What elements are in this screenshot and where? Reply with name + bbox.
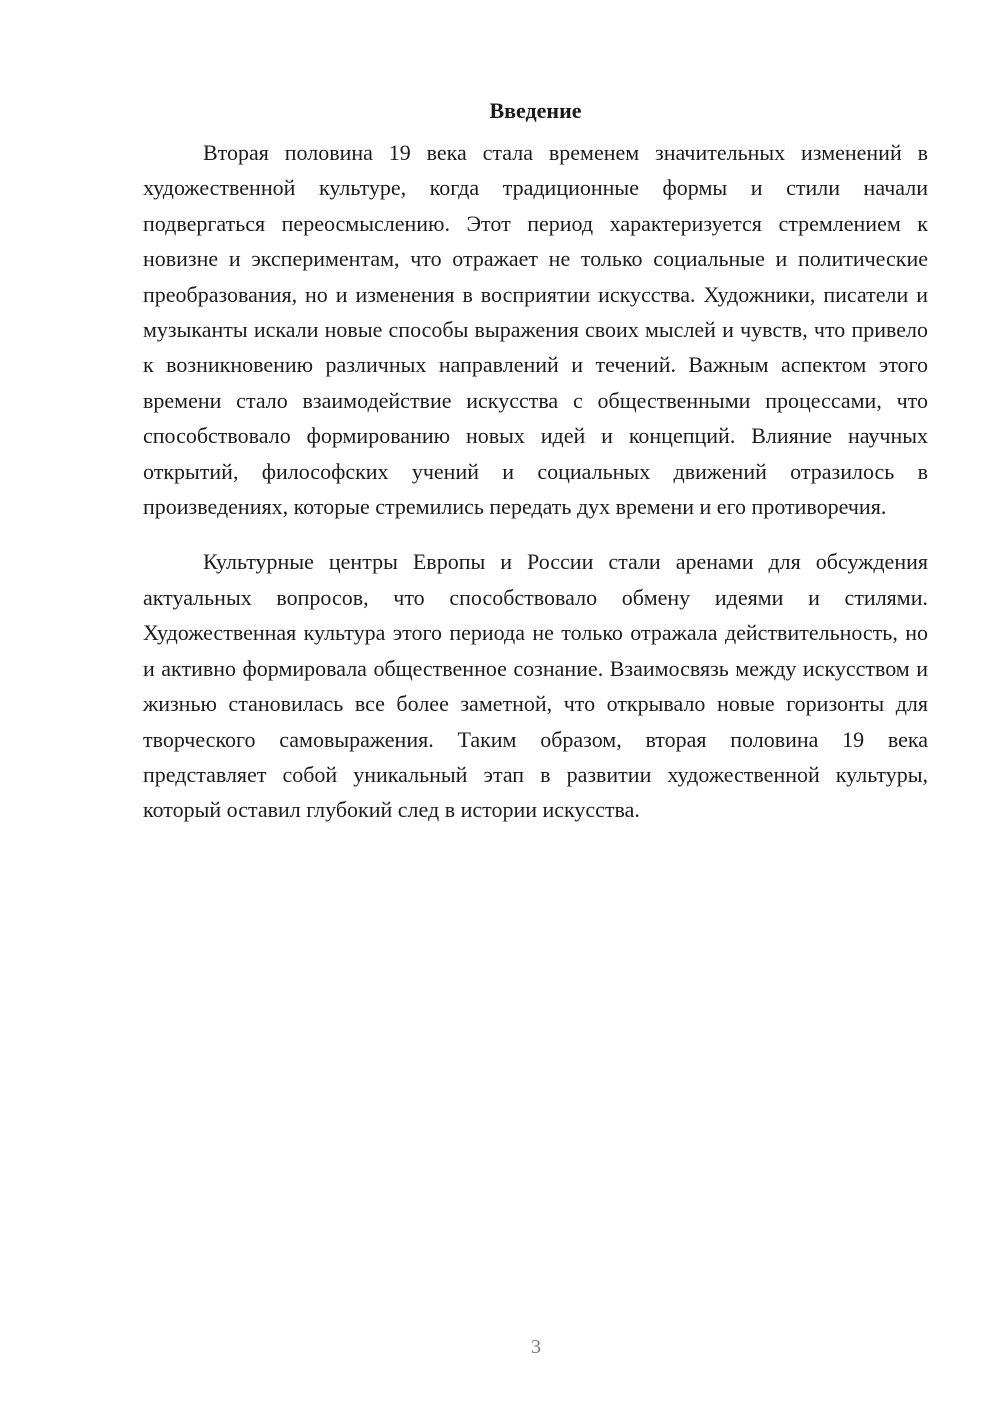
page-content	[143, 96, 928, 828]
section-heading: Введение	[489, 98, 582, 123]
paragraph-1: Вторая половина 19 века стала временем значительных изменений в художественной культуре, когда традиционные формы и стили начали подвергаться переосмыслению. Этот период характеризуется стремлением к новизне и экспериментам, что отражает не только социальные и политические преобразования, но и изменения в восприятии искусства. Художники, писатели и музыканты искали новые способы выражения своих мыслей и чувств, что привело к возникновению различных направлений и течений. Важным аспектом этого времени стало взаимодействие искусства с общественными процессами, что способствовало формированию новых идей и концепций. Влияние научных открытий, философских учений и социальных движений отразилось в произведениях, которые стремились передать дух времени и его противоречия.	[143, 140, 928, 520]
paragraph-2: Культурные центры Европы и России стали аренами для обсуждения актуальных вопросов, что способствовало обмену идеями и стилями. Художественная культура этого периода не только отражала действительность, но и активно формировала общественное сознание. Взаимосвязь между искусством и жизнью становилась все более заметной, что открывало новые горизонты для творческого самовыражения. Таким образом, вторая половина 19 века представляет собой уникальный этап в развитии художественной культуры, который оставил глубокий след в истории искусства.	[143, 549, 928, 823]
page-number: 3	[531, 1336, 541, 1358]
